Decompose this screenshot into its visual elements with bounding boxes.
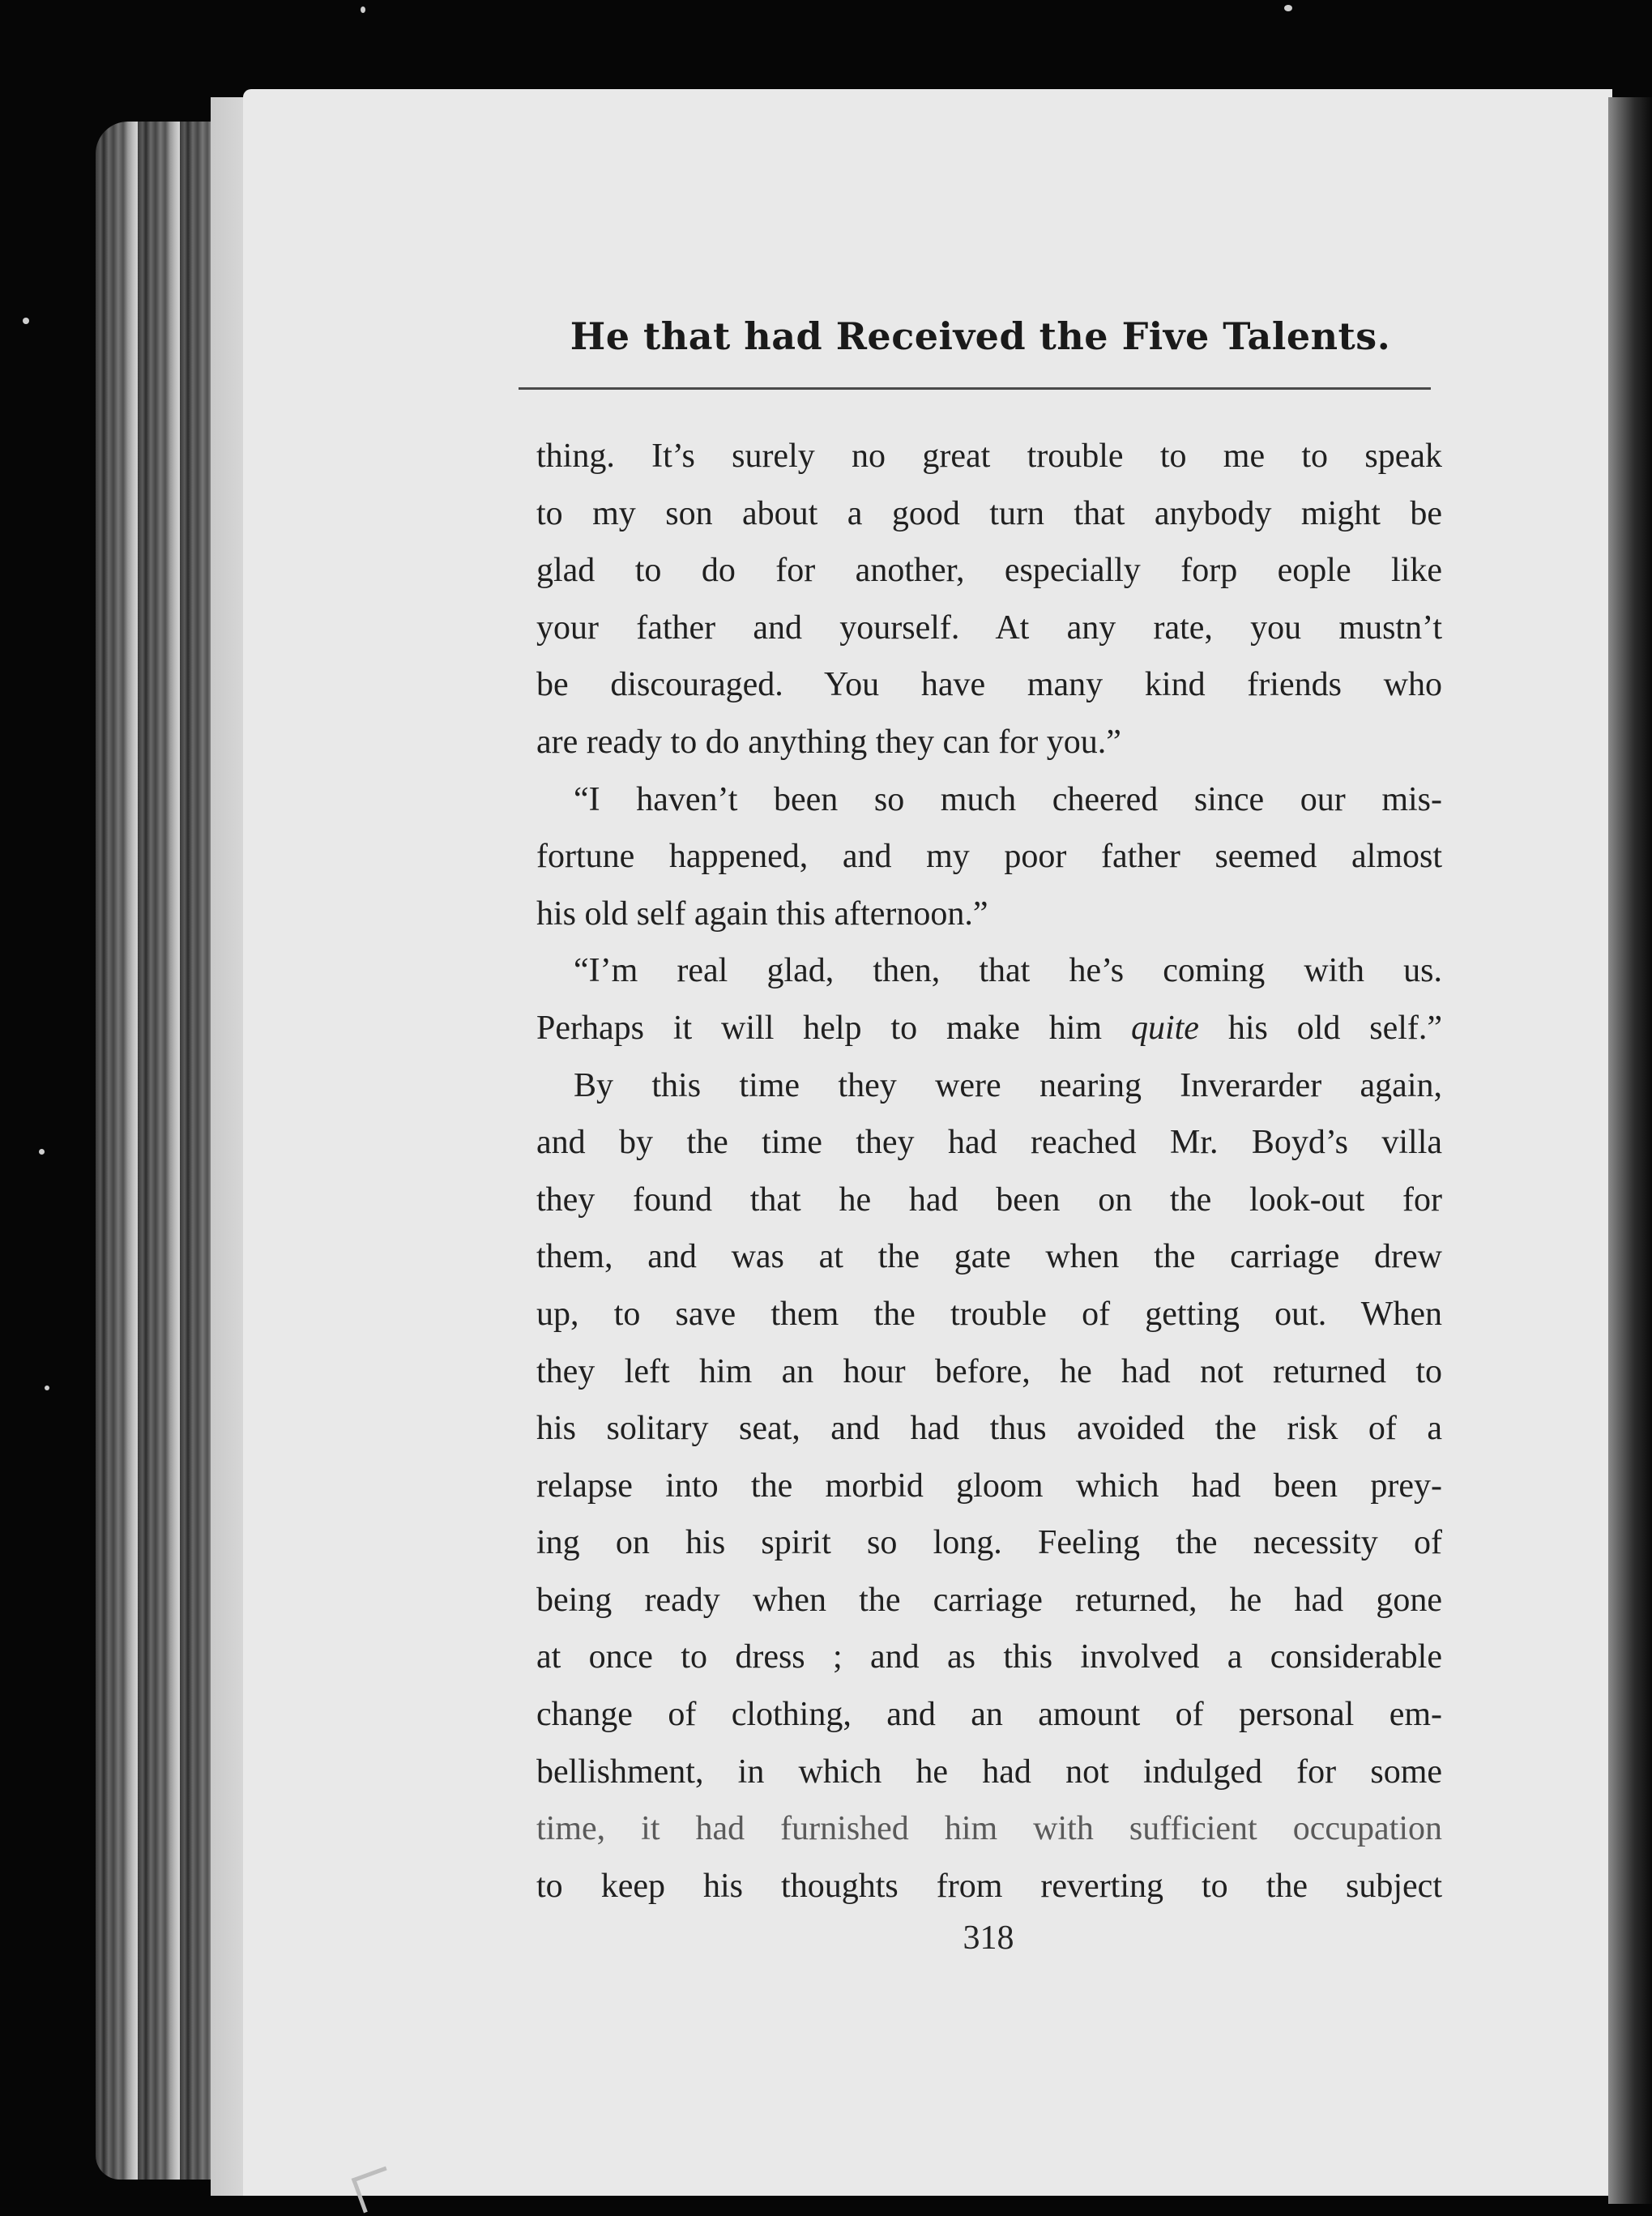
text-line: By this time they were nearing Inverarder again, (574, 1066, 1442, 1104)
text-line: thing. It’s surely no great trouble to me to speak (536, 438, 1442, 475)
text-line: fortune happened, and my poor father seemed almost (536, 838, 1442, 876)
text-line: “I haven’t been so much cheered since our mis- (574, 780, 1442, 818)
text-line: them, and was at the gate when the carriage drew (536, 1238, 1442, 1276)
text-line: relapse into the morbid gloom which had been prey- (536, 1467, 1442, 1505)
text-line: your father and yourself. At any rate, you mustn’t (536, 608, 1442, 647)
text-line: his old self again this afternoon.” (536, 895, 988, 933)
scan-speck (361, 6, 365, 13)
text-line: his solitary seat, and had thus avoided the risk of a (536, 1410, 1442, 1448)
text-line: to my son about a good turn that anybody might be (536, 494, 1442, 532)
text-line: Perhaps it will help to make him quite his old self.” (536, 1009, 1443, 1047)
text-line: be discouraged. You have many kind friends who (536, 666, 1442, 704)
scan-speck (39, 1149, 45, 1155)
text-line: glad to do for another, especially forp eople like (536, 552, 1442, 590)
text-line: ing on his spirit so long. Feeling the necessity of (536, 1524, 1442, 1562)
text-line: change of clothing, and an amount of personal em- (536, 1696, 1442, 1734)
text-line: and by the time they had reached Mr. Boyd’s villa (536, 1124, 1442, 1162)
text-line: up, to save them the trouble of getting out. When (536, 1295, 1442, 1333)
running-head: He that had Received the Five Talents. (570, 314, 1391, 358)
scan-speck (1284, 5, 1292, 11)
text-line: they found that he had been on the look-out for (536, 1181, 1442, 1219)
text-line: to keep his thoughts from reverting to the subject (536, 1867, 1442, 1905)
text-line: “I’m real glad, then, that he’s coming with us. (574, 952, 1442, 990)
text-line: at once to dress ; and as this involved a considerable (536, 1638, 1442, 1676)
header-rule (519, 387, 1431, 390)
text-line: are ready to do anything they can for you.” (536, 723, 1121, 761)
text-line: they left him an hour before, he had not returned to (536, 1352, 1442, 1390)
scan-speck (45, 1386, 49, 1390)
body-text (536, 428, 1442, 1915)
scan-speck (23, 318, 29, 324)
text-line: time, it had furnished him with sufficient occupation (536, 1810, 1442, 1848)
binding-edge (1608, 97, 1652, 2204)
emphasis: quite (1130, 1009, 1199, 1047)
page-number: 318 (963, 1919, 1014, 1957)
text-line: being ready when the carriage returned, he had gone (536, 1581, 1442, 1619)
text-line: bellishment, in which he had not indulged for some (536, 1753, 1442, 1791)
